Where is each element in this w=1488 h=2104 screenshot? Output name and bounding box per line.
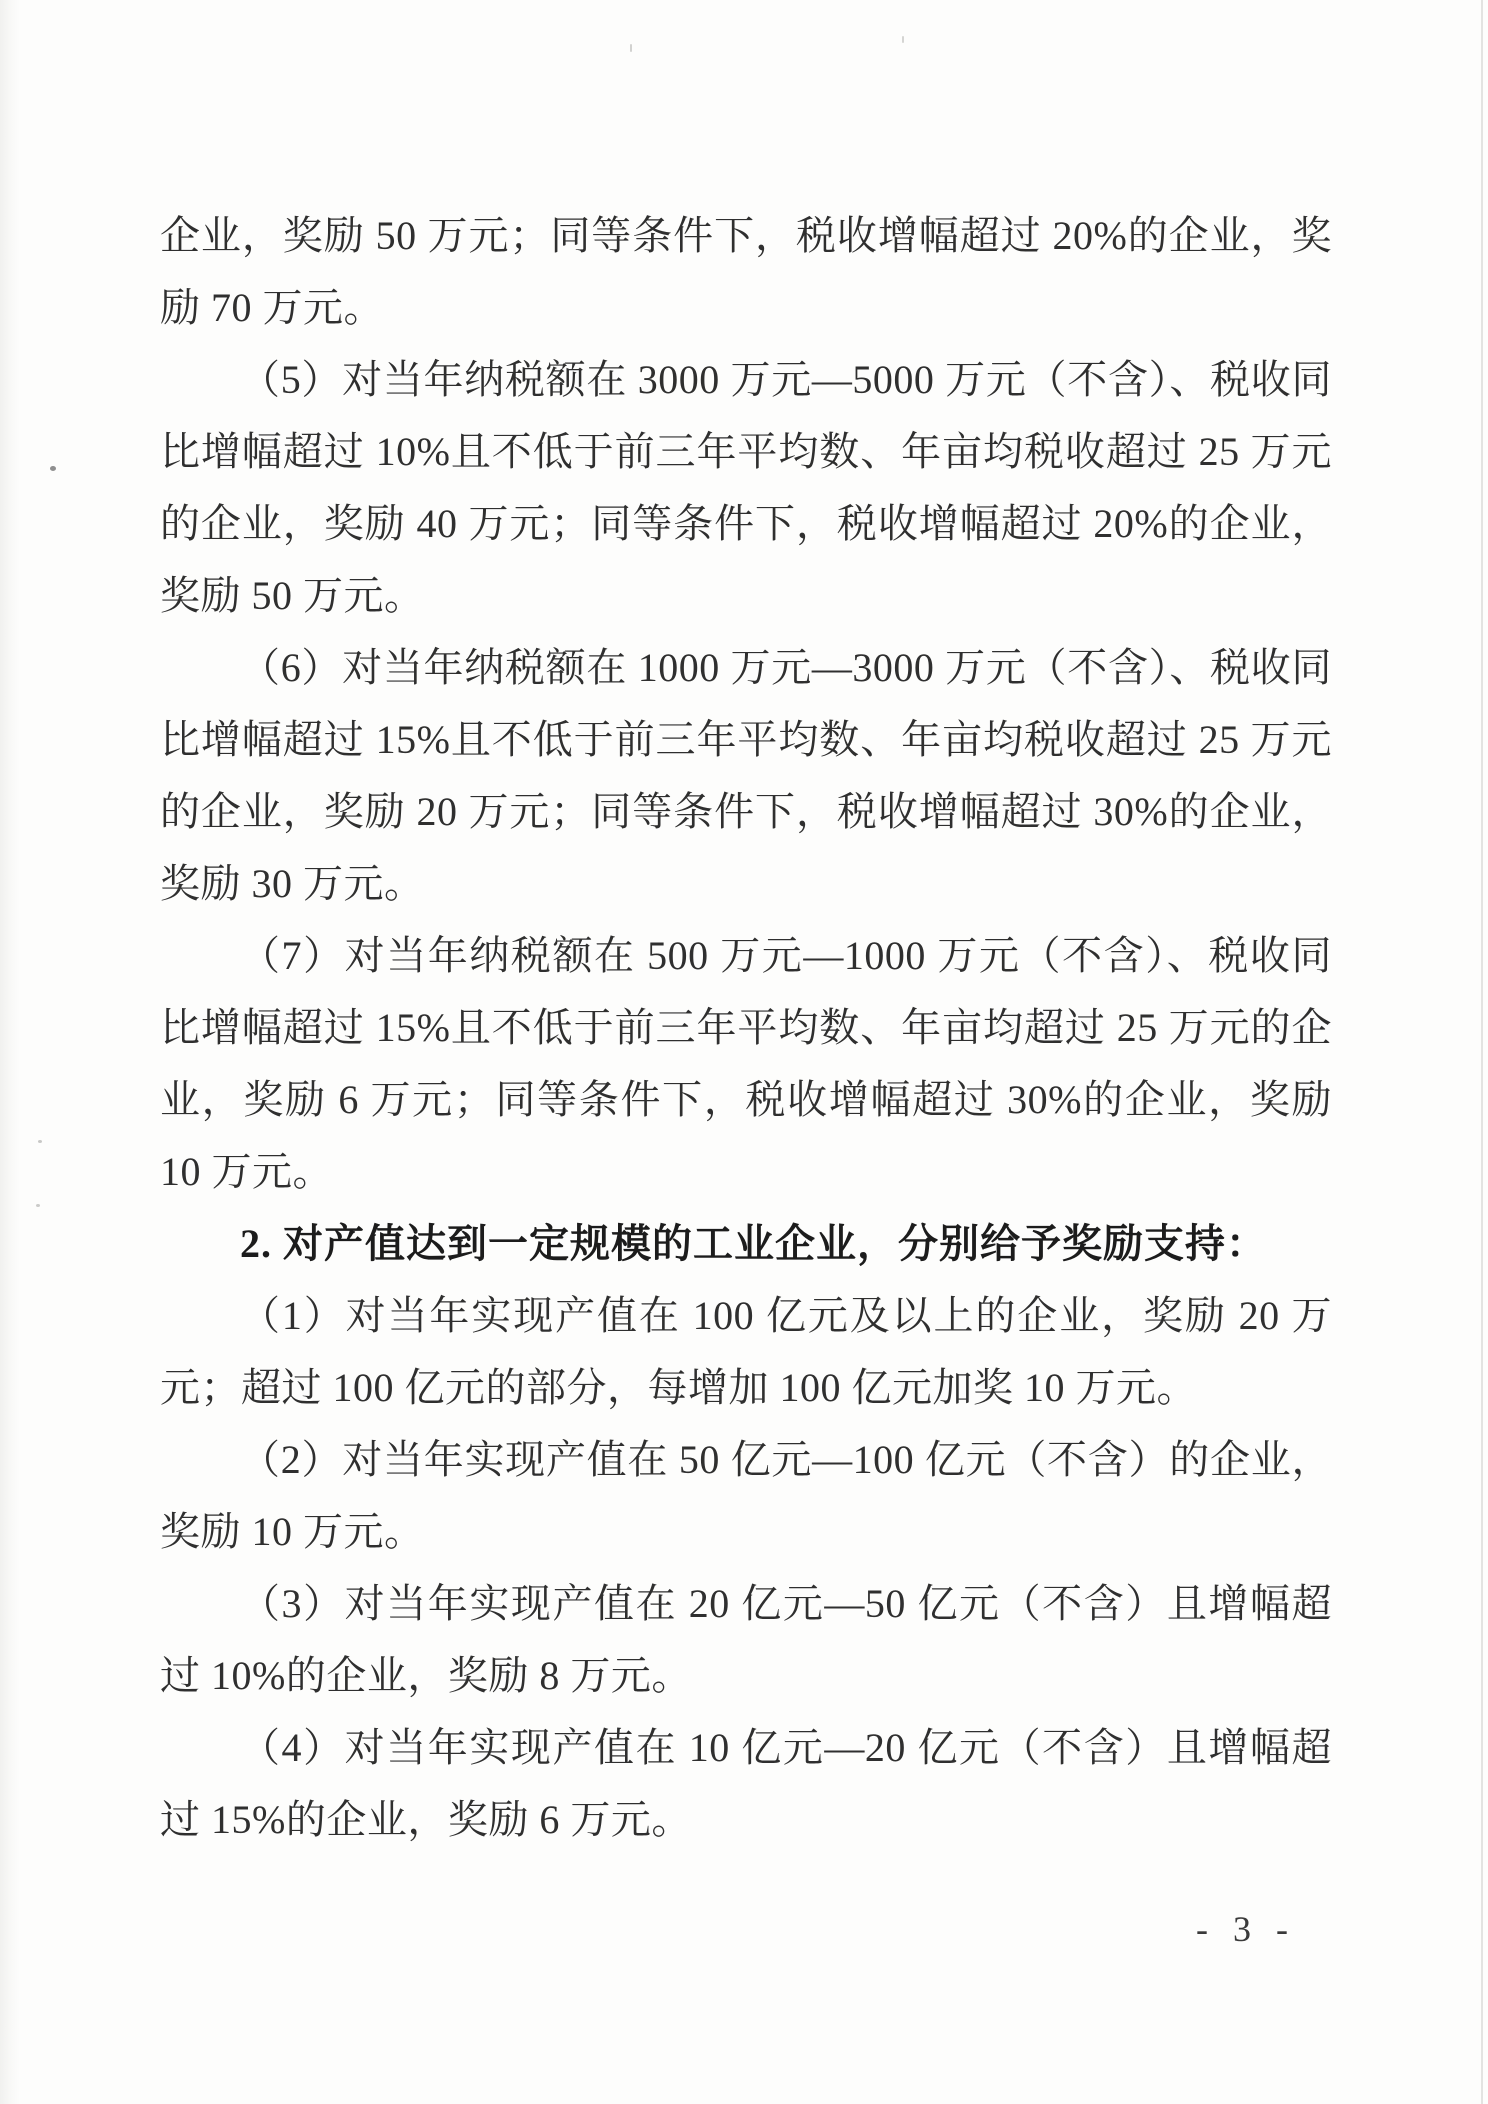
carryover-paragraph: 企业，奖励 50 万元；同等条件下，税收增幅超过 20%的企业，奖励 70 万元。 — [160, 213, 1332, 330]
scan-edge-shadow-right — [1481, 0, 1483, 2104]
tax-reward-item-6: （6）对当年纳税额在 1000 万元—3000 万元（不含）、税收同比增幅超过 15%且不低于前三年平均数、年亩均税收超过 25 万元的企业，奖励 20 万元；同等条件下，税收增幅超过 30%的企业，奖励 30 万元。 — [160, 645, 1332, 906]
scan-noise-speck — [36, 1204, 40, 1207]
output-reward-item-4: （4）对当年实现产值在 10 亿元—20 亿元（不含）且增幅超过 15%的企业，奖励 6 万元。 — [160, 1725, 1332, 1842]
section-2-heading: 2. 对产值达到一定规模的工业企业，分别给予奖励支持： — [240, 1221, 1267, 1266]
scan-noise-speck — [38, 1140, 42, 1143]
page-number: - 3 - — [1196, 1909, 1296, 1949]
scan-noise-speck — [630, 44, 632, 52]
output-reward-item-3: （3）对当年实现产值在 20 亿元—50 亿元（不含）且增幅超过 10%的企业，奖励 8 万元。 — [160, 1581, 1332, 1698]
scan-noise-speck — [50, 466, 56, 471]
output-reward-item-2: （2）对当年实现产值在 50 亿元—100 亿元（不含）的企业，奖励 10 万元。 — [160, 1437, 1332, 1554]
scan-edge-shadow-left — [0, 0, 20, 2104]
scan-noise-speck — [902, 36, 904, 43]
tax-reward-item-7: （7）对当年纳税额在 500 万元—1000 万元（不含）、税收同比增幅超过 15%且不低于前三年平均数、年亩均超过 25 万元的企业，奖励 6 万元；同等条件下，税收增幅超过 30%的企业，奖励 10 万元。 — [160, 933, 1332, 1194]
output-reward-item-1: （1）对当年实现产值在 100 亿元及以上的企业，奖励 20 万元；超过 100 亿元的部分，每增加 100 亿元加奖 10 万元。 — [160, 1293, 1332, 1410]
document-body — [160, 200, 1332, 1856]
tax-reward-item-5: （5）对当年纳税额在 3000 万元—5000 万元（不含）、税收同比增幅超过 10%且不低于前三年平均数、年亩均税收超过 25 万元的企业，奖励 40 万元；同等条件下，税收增幅超过 20%的企业，奖励 50 万元。 — [160, 357, 1332, 618]
